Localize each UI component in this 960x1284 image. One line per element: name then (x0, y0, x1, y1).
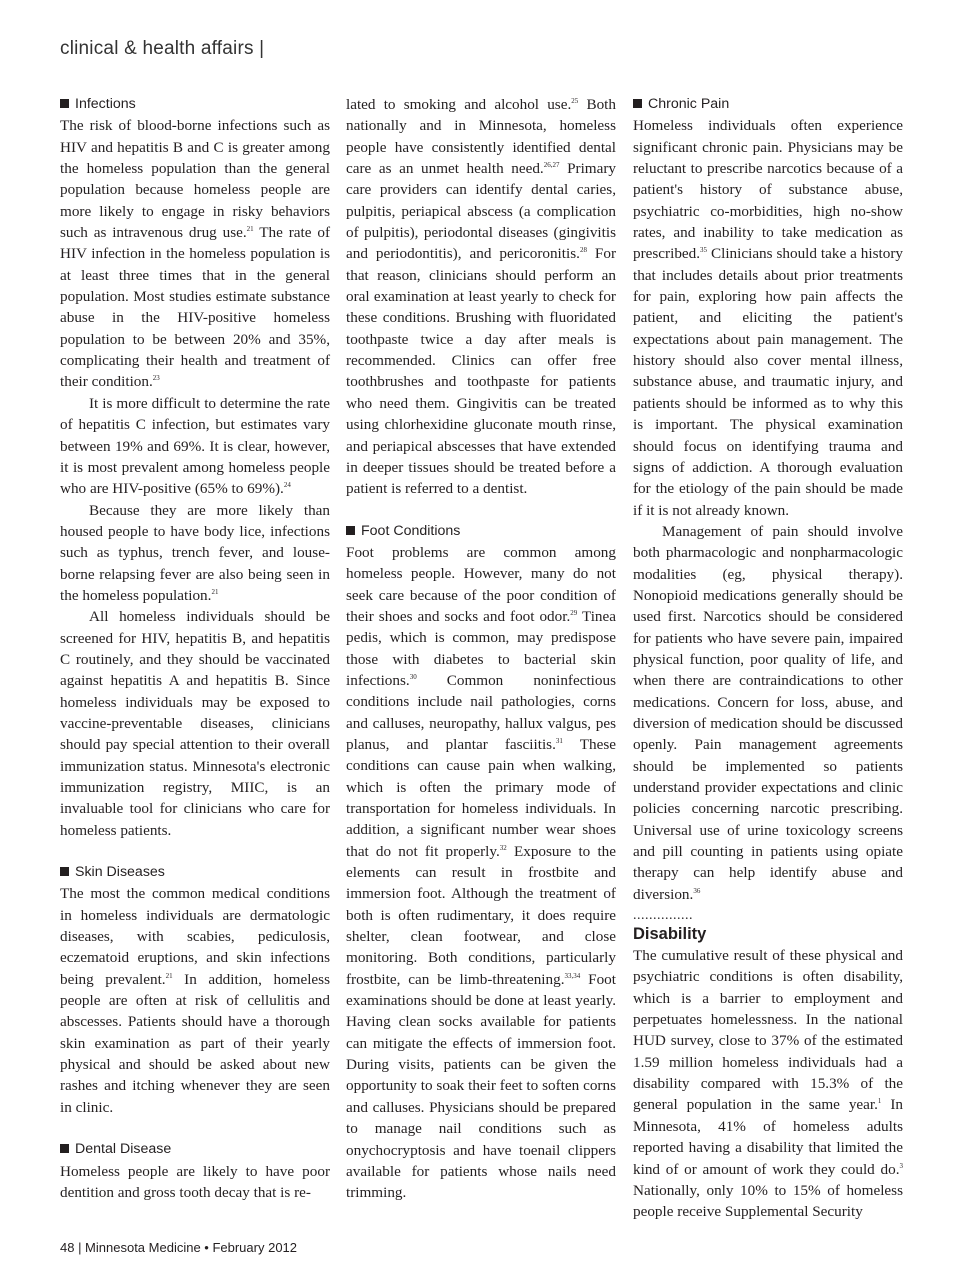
citation: 36 (693, 886, 701, 895)
paragraph: The most the common medical conditions in homeless individuals are dermatologic diseases, with scabies, pediculosis, eczematoid eruptions, and skin infections being prevalent.$^{21}$ In addition, homeless people are often at risk of cellulitis and abscesses. Patients should have a thorough skin examination as part of their yearly physical and should be asked about new rashes and itching whenever they are seen in clinic. (60, 885, 330, 1116)
citation: 3 (899, 1161, 903, 1170)
paragraph: The cumulative result of these physical and psychiatric conditions is often disability, which is a barrier to employment and perpetuates homelessness. In the national HUD survey, close to 37% of the estimated 1.59 million homeless individuals had a disability compared with 15.3% of the general population in the same year.$^1$ In Minnesota, 41% of homeless adults reported having a disability that limited the kind of or amount of work they could do.$^3$ Nationally, only 10% to 15% of homeless people receive Supplemental Security (633, 947, 903, 1221)
column-2 (346, 94, 616, 1204)
running-header: clinical & health affairs | (60, 38, 265, 59)
citation: 35 (700, 246, 708, 255)
citation: 21 (246, 225, 254, 234)
citation: 32 (499, 843, 507, 852)
citation: 21 (211, 587, 219, 596)
square-bullet-icon (60, 1144, 69, 1153)
section-heading-disability: Disability (633, 925, 707, 944)
section-heading-infections: Infections (60, 94, 330, 115)
citation: 23 (152, 374, 160, 383)
paragraph: Homeless individuals often experience significant chronic pain. Physicians may be reluctant to prescribe narcotics because of a patient's history of substance abuse, psychiatric co-morbidities, high no-show rates, and inability to take medication as prescribed.$^{35}$ Clinicians should take a history that includes details about prior treatments for pain, exploring how pain affects the patient, and eliciting the patient's expectations about pain management. The history should also cover mental illness, substance abuse, and traumatic injury, and patients should be informed as to why this is important. The physical examination should focus on identifying trauma and signs of addiction. A thorough evaluation for the etiology of the pain should be made if it is not already known. (633, 117, 903, 519)
page-footer: 48 | Minnesota Medicine • February 2012 (60, 1240, 298, 1255)
paragraph: It is more difficult to determine the rate of hepatitis C infection, but estimates vary between 19% and 69%. It is clear, however, it is most prevalent among homeless people who are HIV-positive (65% to 69%).$^{24}$ (60, 394, 330, 498)
paragraph: Homeless people are likely to have poor dentition and gross tooth decay that is re- (60, 1162, 330, 1201)
square-bullet-icon (346, 526, 355, 535)
paragraph: Because they are more likely than housed people to have body lice, infections such as typhus, trench fever, and louse-borne relapsing fever are also being seen in the homeless population.$^{21}$ (60, 501, 330, 604)
section-heading-skin-diseases: Skin Diseases (60, 862, 330, 883)
square-bullet-icon (60, 99, 69, 108)
column-1 (60, 94, 330, 1203)
citation: 21 (165, 971, 173, 980)
paragraph: All homeless individuals should be screened for HIV, hepatitis B, and hepatitis C routinely, and they should be vaccinated against hepatitis A and hepatitis B. Since homeless individuals may be exposed to vaccine-preventable diseases, clinicians should pay special attention to their overall immunization status. Minnesota's electronic immunization registry, MIIC, is an invaluable tool for clinicians who care for homeless patients. (60, 608, 330, 839)
square-bullet-icon (60, 867, 69, 876)
section-heading-dental-disease: Dental Disease (60, 1139, 330, 1160)
citation: 29 (570, 608, 578, 617)
column-3 (633, 94, 903, 1223)
citation: 33,34 (564, 971, 581, 980)
paragraph: Management of pain should involve both pharmacologic and nonpharmacologic modalities (eg, physical therapy). Nonopioid medications generally should be used first. Narcotics should be considered for patients who have severe pain, impaired physical function, poor quality of life, and when there are contraindications to other medications. Concern for loss, abuse, and diversion of medication should be discussed openly. Pain management agreements should be implemented so patients understand provider expectations and clinic policies concerning narcotic prescribing. Universal use of urine toxicology screens and pill counting in patients using opiate therapy can help identify abuse and diversion.$^{36}$ (633, 522, 903, 903)
citation: 25 (571, 97, 579, 105)
paragraph: The risk of blood-borne infections such as HIV and hepatitis B and C is greater among the homeless population than the general population because homeless people are more likely to engage in risky behaviors such as intravenous drug use.$^{21}$ The rate of HIV infection in the homeless population is at least three times that in the general population. Most studies estimate substance abuse in the HIV-positive homeless population to be between 20% and 35%, complicating their health and treatment of their condition.$^{23}$ (60, 117, 330, 391)
citation: 26,27 (543, 161, 560, 170)
citation: 28 (579, 246, 587, 255)
paragraph: lated to smoking and alcohol use.$^{25}$ Both nationally and in Minnesota, homeless people have consistently identified dental care as an unmet health need.$^{26,27}$ Primary care providers can identify dental caries, pulpitis, periapical abscess (a complication of pulpitis), periodontal diseases (gingivitis and periodontitis), and pericoronitis.$^{28}$ For that reason, clinicians should perform an oral examination at least yearly to check for these conditions. Brushing with fluoridated toothpaste twice a day after meals is recommended. Clinics can offer free toothbrushes and toothpaste for patients who need them. Gingivitis can be treated using chlorhexidine gluconate mouth rinse, and periapical abscesses that have extended in deeper tissues should be treated before a patient is referred to a dentist. (346, 96, 616, 498)
citation: 31 (555, 736, 563, 745)
section-heading-chronic-pain: Chronic Pain (633, 94, 903, 115)
paragraph: Foot problems are common among homeless people. However, many do not seek care because of the poor condition of their shoes and socks and foot odor.$^{29}$ Tinea pedis, which is common, may predispose those with diabetes to bacterial skin infections.$^{30}$ Common noninfectious conditions include nail pathologies, corns and calluses, neuropathy, hallux valgus, pes planus, and plantar fasciitis.$^{31}$ These conditions can cause pain when walking, which is often the primary mode of transportation for homeless individuals. In addition, a significant number wear shoes that do not fit properly.$^{32}$ Exposure to the elements can result in frostbite and immersion foot. Although the treatment of both is often rudimentary, it does require shelter, clean footwear, and close monitoring. Both conditions, particularly frostbite, can be limb-threatening.$^{33,34}$ Foot examinations should be done at least yearly. Having clean socks available for patients can mitigate the effects of immersion foot. During visits, patients can be given the opportunity to soak their feet to soften corns and calluses. Physicians should be prepared to manage nail conditions such as onychocryptosis and have toenail clippers available for patients whose nails need trimming. (346, 543, 616, 1202)
citation: 1 (877, 1097, 882, 1106)
square-bullet-icon (633, 99, 642, 108)
citation: 30 (409, 672, 417, 681)
citation: 24 (283, 481, 291, 490)
section-heading-foot-conditions: Foot Conditions (346, 521, 616, 542)
dotted-divider: ............... (633, 908, 693, 924)
